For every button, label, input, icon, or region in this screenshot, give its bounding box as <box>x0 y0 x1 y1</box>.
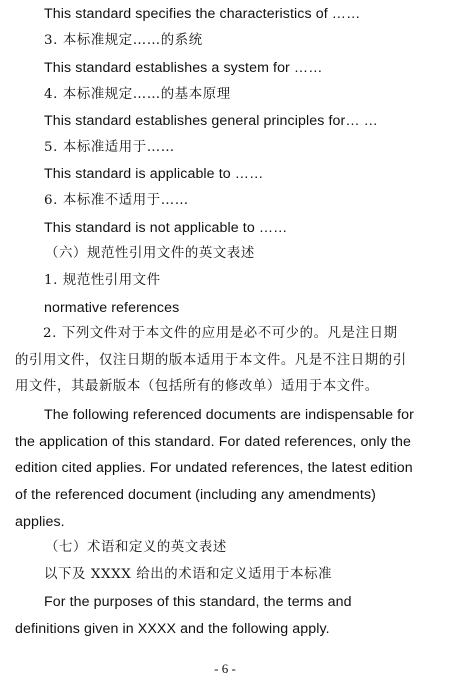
text-line-cn-item-3: 3. 本标准规定……的系统 <box>44 33 203 48</box>
text-line-cn-paragraph-2-3: 用文件，其最新版本（包括所有的修改单）适用于本文件。 <box>15 379 379 394</box>
text-line-cn-paragraph-2-1: 2. 下列文件对于本文件的应用是必不可少的。凡是注日期 <box>43 326 398 341</box>
text-line-cn-item-5: 5. 本标准适用于…… <box>44 140 175 155</box>
text-line-cn-item-6: 6. 本标准不适用于…… <box>44 193 189 208</box>
section-heading-seven: （七）术语和定义的英文表述 <box>45 540 227 555</box>
text-line-applicable: This standard is applicable to …… <box>44 166 264 182</box>
text-line-en-paragraph-1: The following referenced documents are indispensable for <box>44 407 414 423</box>
text-line-en-terms-1: For the purposes of this standard, the terms and <box>44 594 352 610</box>
text-line-specifies: This standard specifies the characteristics of …… <box>44 6 361 22</box>
text-line-cn-paragraph-2-2: 的引用文件，仅注日期的版本适用于本文件。凡是不注日期的引 <box>15 353 407 368</box>
text-line-en-paragraph-3: edition cited applies. For undated references, the latest edition <box>15 460 413 476</box>
text-line-en-paragraph-4: of the referenced document (including any amendments) <box>15 487 376 503</box>
text-line-normative-references: normative references <box>44 300 180 316</box>
text-line-en-paragraph-5: applies. <box>15 514 65 530</box>
text-line-general-principles: This standard establishes general principles for… … <box>44 113 378 129</box>
text-line-cn-terms: 以下及 XXXX 给出的术语和定义适用于本标准 <box>44 567 333 582</box>
text-line-cn-item-4: 4. 本标准规定……的基本原理 <box>44 87 231 102</box>
text-line-not-applicable: This standard is not applicable to …… <box>44 220 288 236</box>
text-line-establishes-system: This standard establishes a system for …… <box>44 60 323 76</box>
section-heading-six: （六）规范性引用文件的英文表述 <box>45 246 255 261</box>
text-line-en-terms-2: definitions given in XXXX and the following apply. <box>15 621 330 637</box>
page-number: - 6 - <box>214 661 236 676</box>
text-line-cn-normative: 1. 规范性引用文件 <box>44 273 161 288</box>
text-line-en-paragraph-2: the application of this standard. For dated references, only the <box>15 434 412 450</box>
